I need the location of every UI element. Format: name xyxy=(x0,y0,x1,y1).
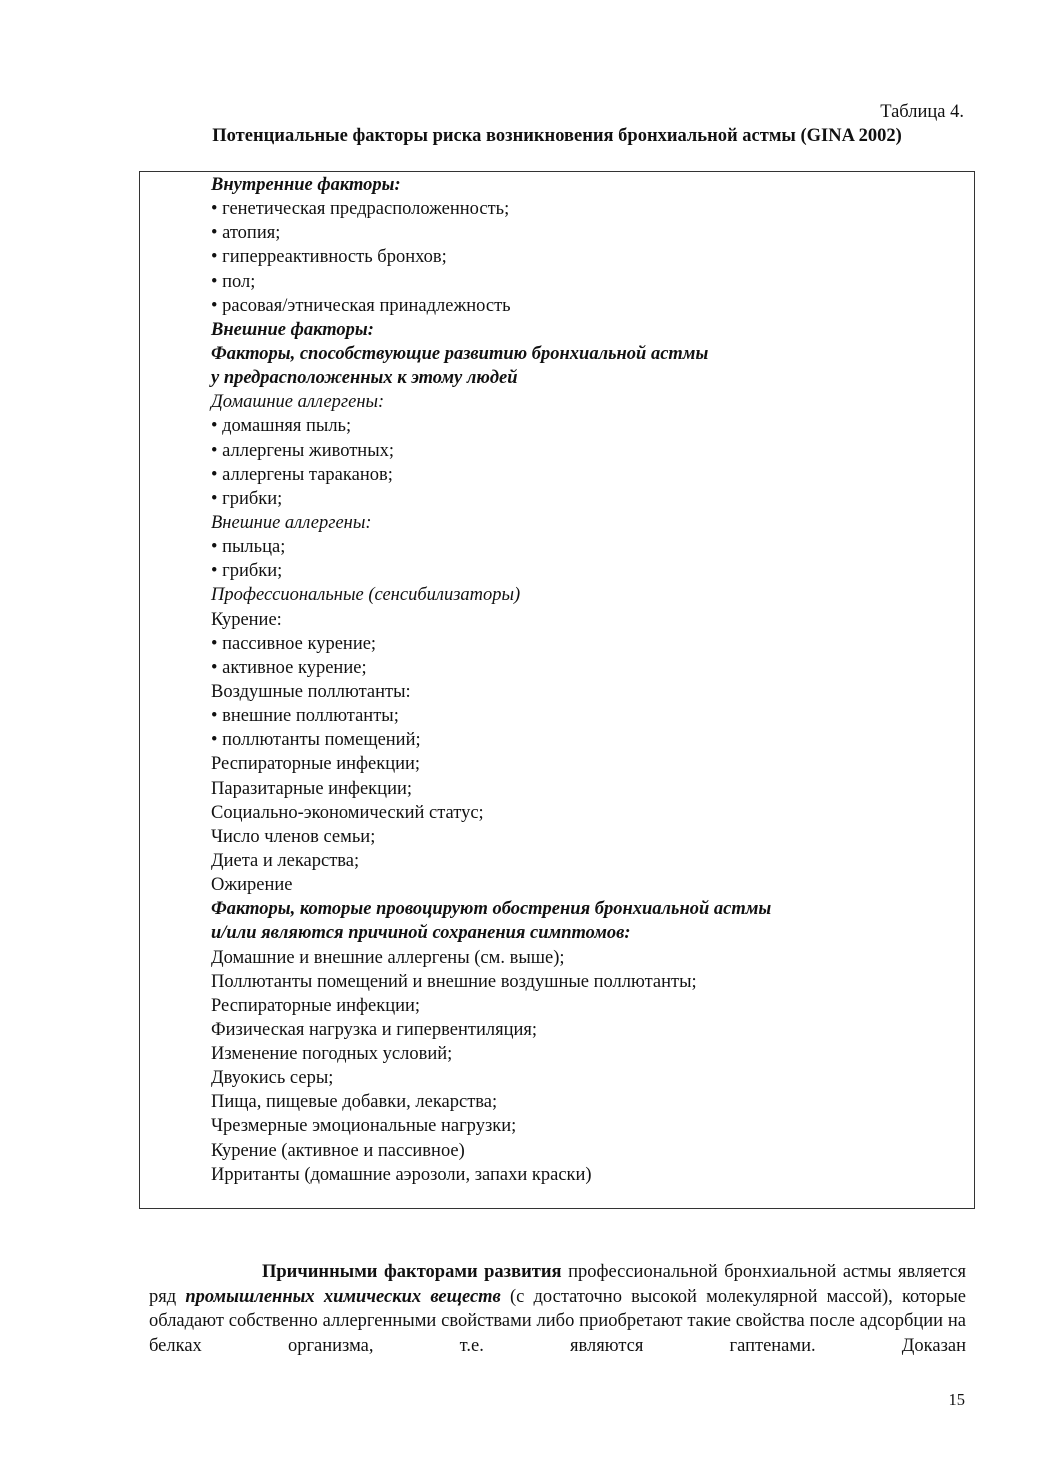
table-line: Ожирение xyxy=(211,875,293,896)
paragraph-text-2: (с достаточно высокой молекулярной массой), которые обладают собственно аллергенными свойствами либо приобретают такие свойства после адсорбции на белках организма, т.е. являются гаптенами. Доказан xyxy=(149,1286,966,1356)
table-line: Физическая нагрузка и гипервентиляция; xyxy=(211,1019,538,1040)
table-line: Факторы, которые провоцируют обострения бронхиальной астмы xyxy=(211,899,772,920)
table-line: • пыльца; xyxy=(211,537,286,558)
table-line: Паразитарные инфекции; xyxy=(211,778,413,799)
table-line: Внешние факторы: xyxy=(211,319,374,340)
table-line: Социально-экономический статус; xyxy=(211,802,484,823)
table-line: • расовая/этническая принадлежность xyxy=(211,295,511,316)
table-title: Потенциальные факторы риска возникновения бронхиальной астмы (GINA 2002) xyxy=(212,126,902,146)
table-line: Респираторные инфекции; xyxy=(211,995,421,1016)
table-line: • гиперреактивность бронхов; xyxy=(211,247,447,268)
table-line: Домашние и внешние аллергены (см. выше); xyxy=(211,947,565,968)
table-line: • аллергены животных; xyxy=(211,440,395,461)
body-paragraph xyxy=(149,1260,966,1358)
paragraph-bold-italic: промышленных химических веществ xyxy=(185,1286,501,1307)
table-line: Курение (активное и пассивное) xyxy=(211,1140,465,1161)
paragraph-line-1 xyxy=(149,1260,966,1358)
table-line: • поллютанты помещений; xyxy=(211,730,421,751)
paragraph-bold-lead: Причинными факторами развития xyxy=(262,1262,562,1282)
table-line: • аллергены тараканов; xyxy=(211,464,393,485)
table-line: Пища, пищевые добавки, лекарства; xyxy=(211,1092,498,1113)
page-number: 15 xyxy=(948,1390,965,1409)
table-line: • внешние поллютанты; xyxy=(211,706,399,727)
table-line: Внутренние факторы: xyxy=(211,175,401,195)
table-line: • активное курение; xyxy=(211,657,367,678)
table-line: Внешние аллергены: xyxy=(211,512,372,533)
table-line: Домашние аллергены: xyxy=(211,392,385,413)
table-body xyxy=(211,173,771,1187)
table-line: Ирританты (домашние аэрозоли, запахи краски) xyxy=(211,1164,592,1185)
table-line: • грибки; xyxy=(211,561,283,582)
table-line: Диета и лекарства; xyxy=(211,850,360,871)
table-line: • атопия; xyxy=(211,223,281,244)
table-label: Таблица 4. xyxy=(880,102,964,122)
table-line: и/или являются причиной сохранения симптомов: xyxy=(211,923,631,944)
table-line: у предрасположенных к этому людей xyxy=(211,368,518,389)
table-line: Факторы, способствующие развитию бронхиальной астмы xyxy=(211,343,709,364)
table-line: Изменение погодных условий; xyxy=(211,1044,453,1065)
table-line: • пол; xyxy=(211,271,256,292)
table-line: • пассивное курение; xyxy=(211,633,377,654)
table-line: Курение: xyxy=(211,609,282,630)
table-line: • генетическая предрасположенность; xyxy=(211,199,510,220)
table-line: Воздушные поллютанты: xyxy=(211,681,411,702)
table-line: Респираторные инфекции; xyxy=(211,754,421,775)
table-line: Профессиональные (сенсибилизаторы) xyxy=(211,585,521,606)
table-line: Чрезмерные эмоциональные нагрузки; xyxy=(211,1116,517,1137)
table-line: Число членов семьи; xyxy=(211,826,376,847)
paragraph-text-1: профессиональной бронхиальной астмы является ряд xyxy=(149,1262,967,1307)
table-line: • грибки; xyxy=(211,488,283,509)
table-line: Двуокись серы; xyxy=(211,1068,334,1089)
table-line: Поллютанты помещений и внешние воздушные поллютанты; xyxy=(211,971,697,992)
table-line: • домашняя пыль; xyxy=(211,416,352,437)
